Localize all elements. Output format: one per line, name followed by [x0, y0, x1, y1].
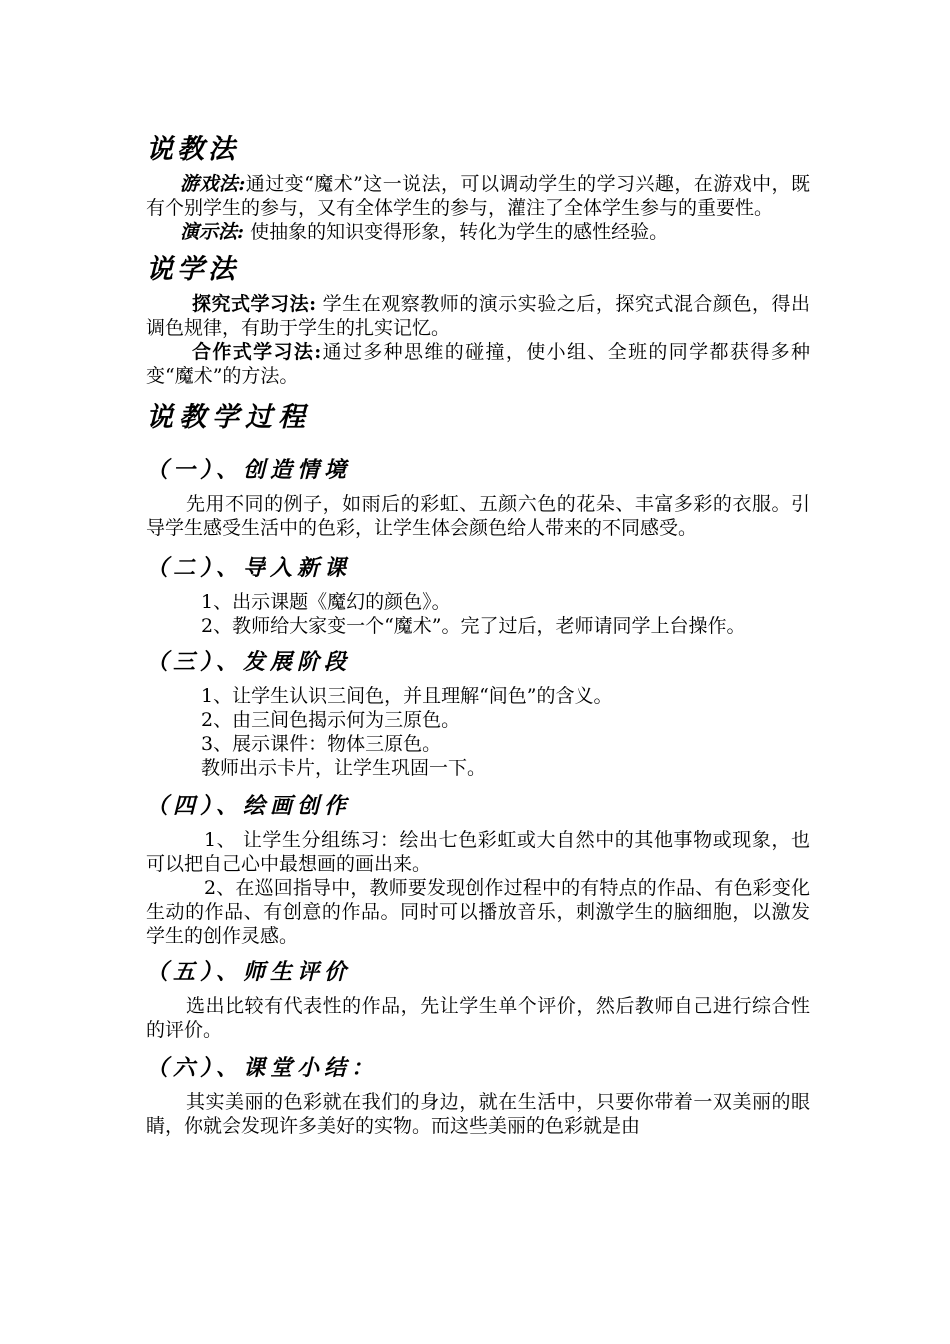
text-game-method: 通过变“魔术”这一说法，可以调动学生的学习兴趣，在游戏中，既有个别学生的参与，又有全体学生的参与，灌注了全体学生参与的重要性。 [146, 173, 810, 219]
document-page [146, 128, 810, 1138]
paragraph-game-method [146, 172, 810, 220]
label-demo-method: 演示法: [180, 221, 245, 243]
step-title-4: （四）、绘画创作 [146, 793, 352, 819]
step-title-5: （五）、师生评价 [146, 959, 352, 985]
text-demo-method: 使抽象的知识变得形象，转化为学生的感性经验。 [250, 221, 669, 243]
label-inquiry-method: 探究式学习法: [192, 293, 317, 315]
step3-item-2: 2、由三间色揭示何为三原色。 [201, 709, 461, 731]
step3-item-3: 3、展示课件：物体三原色。 [201, 733, 442, 755]
step3-item-4: 教师出示卡片，让学生巩固一下。 [201, 757, 487, 779]
paragraph-coop-method [146, 340, 810, 388]
step-text-6: 其实美丽的色彩就在我们的身边，就在生活中，只要你带着一双美丽的眼睛，你就会发现许多美好的实物。而这些美丽的色彩就是由 [146, 1091, 810, 1137]
text-inquiry-method: 学生在观察教师的演示实验之后，探究式混合颜色，得出调色规律，有助于学生的扎实记忆。 [146, 293, 811, 339]
step3-item-1: 1、让学生认识三间色，并且理解“间色”的含义。 [201, 685, 613, 707]
step2-item-1: 1、出示课题《魔幻的颜色》。 [201, 591, 451, 613]
text-coop-method: 通过多种思维的碰撞，使小组、全班的同学都获得多种变“魔术”的方法。 [146, 341, 810, 387]
paragraph-inquiry-method [146, 292, 810, 340]
step-text-5: 选出比较有代表性的作品，先让学生单个评价，然后教师自己进行综合性的评价。 [146, 995, 810, 1041]
step-title-6: （六）、课堂小结： [146, 1055, 379, 1081]
section-title-teaching-method: 说教法 [146, 134, 239, 165]
step4-item-2: 2、在巡回指导中，教师要发现创作过程中的有特点的作品、有色彩变化生动的作品、有创意的作品。同时可以播放音乐，刺激学生的脑细胞，以激发学生的创作灵感。 [146, 877, 810, 947]
step4-item-1: 1、 让学生分组练习：绘出七色彩虹或大自然中的其他事物或现象，也可以把自己心中最想画的画出来。 [146, 829, 810, 875]
step-text-1: 先用不同的例子，如雨后的彩虹、五颜六色的花朵、丰富多彩的衣服。引导学生感受生活中的色彩，让学生体会颜色给人带来的不同感受。 [146, 493, 810, 539]
section-title-process: 说教学过程 [146, 402, 311, 433]
label-coop-method: 合作式学习法: [192, 341, 322, 363]
step-title-2: （二）、导入新课 [146, 555, 352, 581]
step-title-1: （一）、创造情境 [146, 457, 352, 483]
step-title-3: （三）、发展阶段 [146, 649, 352, 675]
label-game-method: 游戏法: [180, 173, 246, 195]
paragraph-demo-method [146, 220, 810, 244]
step2-item-2: 2、教师给大家变一个“魔术”。完了过后，老师请同学上台操作。 [201, 615, 746, 637]
section-title-learning-method: 说学法 [146, 254, 239, 285]
